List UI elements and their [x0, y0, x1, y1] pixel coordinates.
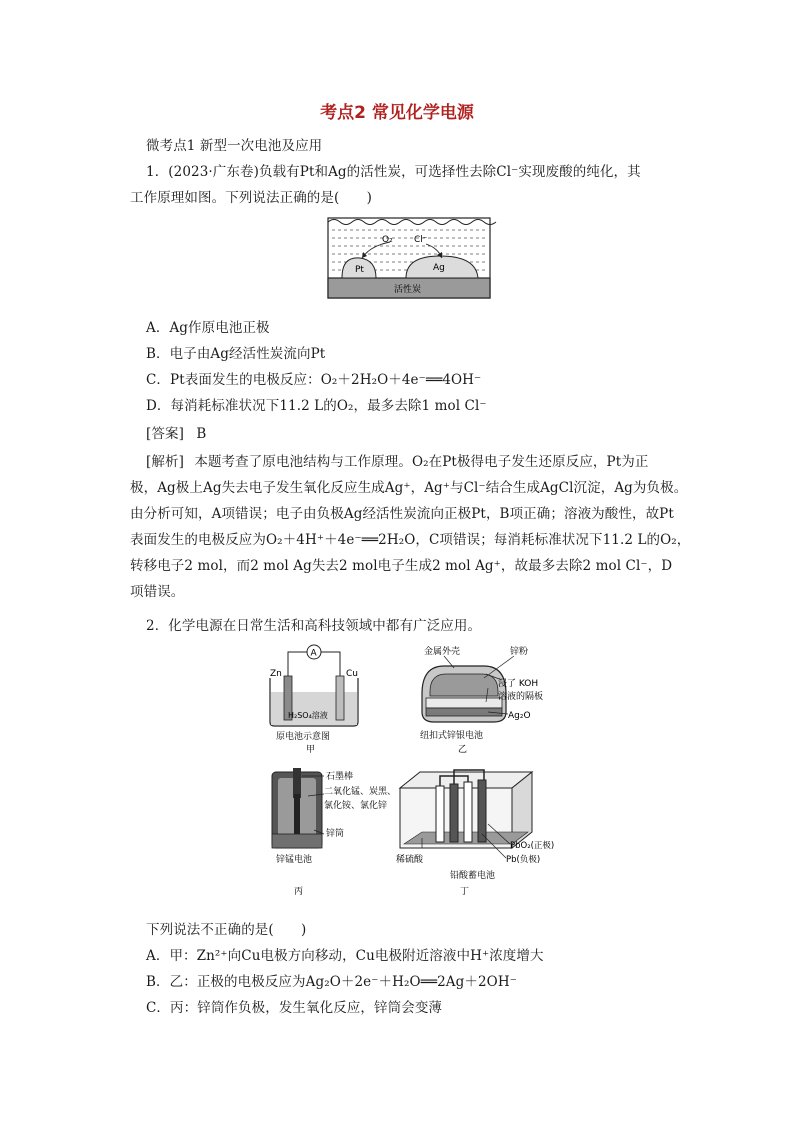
ding-label: 丁: [460, 887, 470, 897]
q1-stem-line1: 1．(2023·广东卷)负载有Pt和Ag的活性炭，可选择性去除Cl⁻实现废酸的纯化，其: [146, 164, 641, 180]
q2-option-a: A．甲：Zn²⁺向Cu电极方向移动，Cu电极附近溶液中H⁺浓度增大: [146, 948, 544, 964]
sep-label2: 溶液的隔板: [498, 692, 544, 702]
ding-caption: 铅酸蓄电池: [450, 871, 496, 881]
can-label: 锌筒: [326, 829, 345, 839]
answer-label: [答案]: [146, 426, 184, 442]
jia-label: 甲: [306, 745, 316, 755]
meter-label: A: [310, 648, 317, 659]
analysis-text: 本题考查了原电池结构与工作原理。O₂在Pt极得电子发生还原反应，Pt为正: [194, 454, 649, 470]
ag2o-label: Ag₂O: [508, 711, 531, 721]
q1-analysis-line3: 由分析可知，A项错误；电子由负极Ag经活性炭流向正极Pt，B项正确；溶液为酸性，故Pt: [130, 506, 674, 522]
rod-label: 石墨棒: [326, 772, 354, 782]
bing-label: 丙: [294, 887, 304, 897]
sep-label1: 浸了 KOH: [498, 679, 539, 689]
yi-caption: 纽扣式锌银电池: [420, 731, 484, 741]
shell-label: 金属外壳: [424, 647, 461, 657]
fig-jia: [262, 642, 374, 754]
q2-option-c: C．丙：锌筒作负极，发生氧化反应，锌筒会变薄: [146, 1000, 443, 1016]
q1-analysis-line5: 转移电子2 mol，而2 mol Ag失去2 mol电子生成2 mol Ag⁺，故最多去除2 mol Cl⁻，D: [130, 558, 673, 574]
fig-ding: [392, 764, 562, 900]
q1-option-a: A．Ag作原电池正极: [146, 320, 270, 336]
subsection-heading: 微考点1 新型一次电池及应用: [146, 138, 323, 154]
page-title: 考点2 常见化学电源: [320, 103, 474, 123]
q1-analysis-line1: [146, 450, 648, 470]
zn-label: Zn: [270, 669, 282, 679]
fig-yi: [414, 644, 564, 754]
o2-label: O₂: [382, 235, 393, 245]
fig-bing: [264, 764, 397, 900]
neg-label: Pb(负极): [506, 855, 541, 865]
q1-option-d: D．每消耗标准状况下11.2 L的O₂，最多去除1 mol Cl⁻: [146, 398, 487, 414]
q1-figure: [326, 214, 492, 302]
q1-option-c: C．Pt表面发生的电极反应：O₂＋2H₂O＋4e⁻══4OH⁻: [146, 372, 482, 388]
ag-label: Ag: [433, 263, 445, 273]
cl-label: Cl⁻: [414, 235, 428, 245]
acid-label: 稀硫酸: [396, 855, 424, 865]
mix-label1: 二氧化锰、炭黑、: [324, 787, 397, 797]
answer-value: B: [196, 426, 207, 442]
cu-label: Cu: [346, 669, 358, 679]
yi-label: 乙: [458, 745, 468, 755]
carbon-label: 活性炭: [394, 285, 422, 295]
solution-label: H₂SO₄溶液: [288, 711, 328, 720]
q1-analysis-line6: 项错误。: [130, 584, 185, 600]
q2-question: 下列说法不正确的是( ): [146, 922, 307, 938]
q2-stem: 2．化学电源在日常生活和高科技领域中都有广泛应用。: [146, 618, 482, 634]
pos-label: PbO₂(正极): [510, 841, 555, 851]
q2-option-b: B．乙：正极的电极反应为Ag₂O＋2e⁻＋H₂O══2Ag＋2OH⁻: [146, 974, 517, 990]
pt-label: Pt: [355, 265, 364, 275]
mix-label2: 氯化铵、氯化锌: [324, 801, 388, 811]
q1-answer: [146, 422, 206, 442]
analysis-label: [解析]: [146, 454, 184, 470]
q1-analysis-line2: 极，Ag极上Ag失去电子发生氧化反应生成Ag⁺，Ag⁺与Cl⁻结合生成AgCl沉淀，Ag为负极。: [130, 480, 688, 496]
q1-option-b: B．电子由Ag经活性炭流向Pt: [146, 346, 326, 362]
zinc-label: 锌粉: [510, 647, 529, 657]
q1-analysis-line4: 表面发生的电极反应为O₂＋4H⁺＋4e⁻══2H₂O，C项错误；每消耗标准状况下11.2 L的O₂，: [130, 532, 691, 548]
q1-stem-line2: 工作原理如图。下列说法正确的是( ): [130, 190, 372, 206]
jia-caption: 原电池示意图: [276, 732, 331, 742]
bing-caption: 锌锰电池: [276, 855, 313, 865]
